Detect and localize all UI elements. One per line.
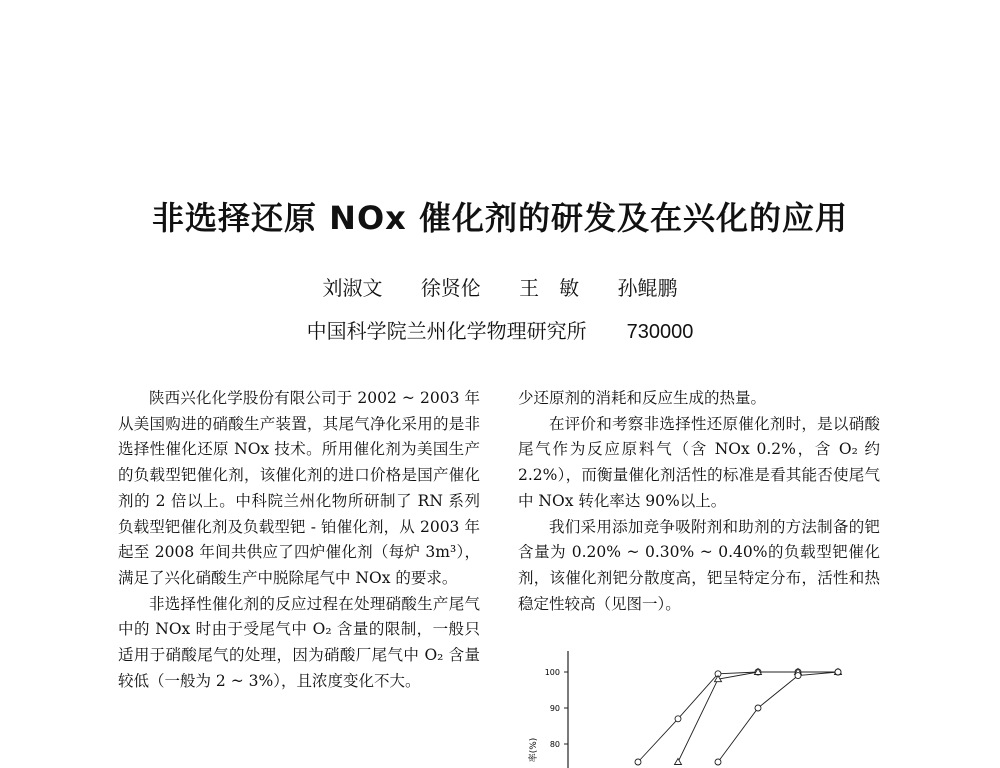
series-a-point	[675, 716, 681, 722]
y-axis-label: 率(%)	[529, 737, 539, 763]
paper-title: 非选择还原 NOx 催化剂的研发及在兴化的应用	[152, 199, 848, 237]
series-c-line	[718, 672, 838, 762]
series-c-point	[835, 669, 841, 675]
series-c-point	[715, 759, 721, 765]
affiliation-line	[0, 315, 1000, 344]
body-paragraph: 少还原剂的消耗和反应生成的热量。	[518, 389, 767, 407]
body-paragraph: 非选择性催化剂的反应过程在处理硝酸生产尾气中的 NOx 时由于受尾气中 O₂ 含量的限制，一般只适用于硝酸尾气的处理，因为硝酸厂尾气中 O₂ 含量较低（一般为 2 ~ 3%），且浓度变化不大。	[118, 594, 480, 690]
author: 王 敏	[519, 276, 580, 300]
body-paragraph: 在评价和考察非选择性还原催化剂时，是以硝酸尾气作为反应原料气（含 NOx 0.2%，含 O₂ 约 2.2%），而衡量催化剂活性的标准是看其能否使尾气中 NOx 转化率达 90%以上。	[518, 414, 880, 510]
series-b-line	[678, 672, 838, 762]
y-tick-label: 90	[549, 704, 560, 713]
right-column	[518, 386, 880, 617]
series-b-point	[675, 759, 682, 765]
author: 孙鲲鹏	[617, 276, 678, 300]
body-paragraph: 陕西兴化化学股份有限公司于 2002 ~ 2003 年从美国购进的硝酸生产装置，其尾气净化采用的是非选择性催化还原 NOx 技术。所用催化剂为美国生产的负载型钯催化剂，该催化剂的进口价格是国产催化剂的 2 倍以上。中科院兰州化物所研制了 RN 系列负载型钯催化剂及负载型钯 - 铂催化剂，从 2003 年起至 2008 年间共供应了四炉催化剂（每炉 3m³），满足了兴化硝酸生产中脱除尾气中 NOx 的要求。	[118, 389, 480, 587]
series-group	[635, 669, 842, 766]
series-c-point	[795, 673, 801, 679]
series-a-line	[638, 672, 838, 762]
left-column	[118, 386, 480, 694]
y-ticks	[545, 668, 568, 749]
author: 徐贤伦	[420, 276, 481, 300]
y-tick-label: 80	[549, 740, 560, 749]
series-a-point	[635, 759, 641, 765]
series-c-point	[755, 705, 761, 711]
affiliation: 中国科学院兰州化学物理研究所	[306, 319, 587, 343]
conversion-chart	[518, 645, 880, 768]
author: 刘淑文	[322, 276, 383, 300]
body-paragraph: 我们采用添加竞争吸附剂和助剂的方法制备的钯含量为 0.20% ~ 0.30% ~ 0.40%的负载型钯催化剂，该催化剂钯分散度高，钯呈特定分布，活性和热稳定性较高（见图一）。	[518, 517, 880, 613]
y-tick-label: 100	[544, 668, 560, 677]
postcode: 730000	[626, 321, 694, 343]
author-list	[0, 272, 1000, 301]
